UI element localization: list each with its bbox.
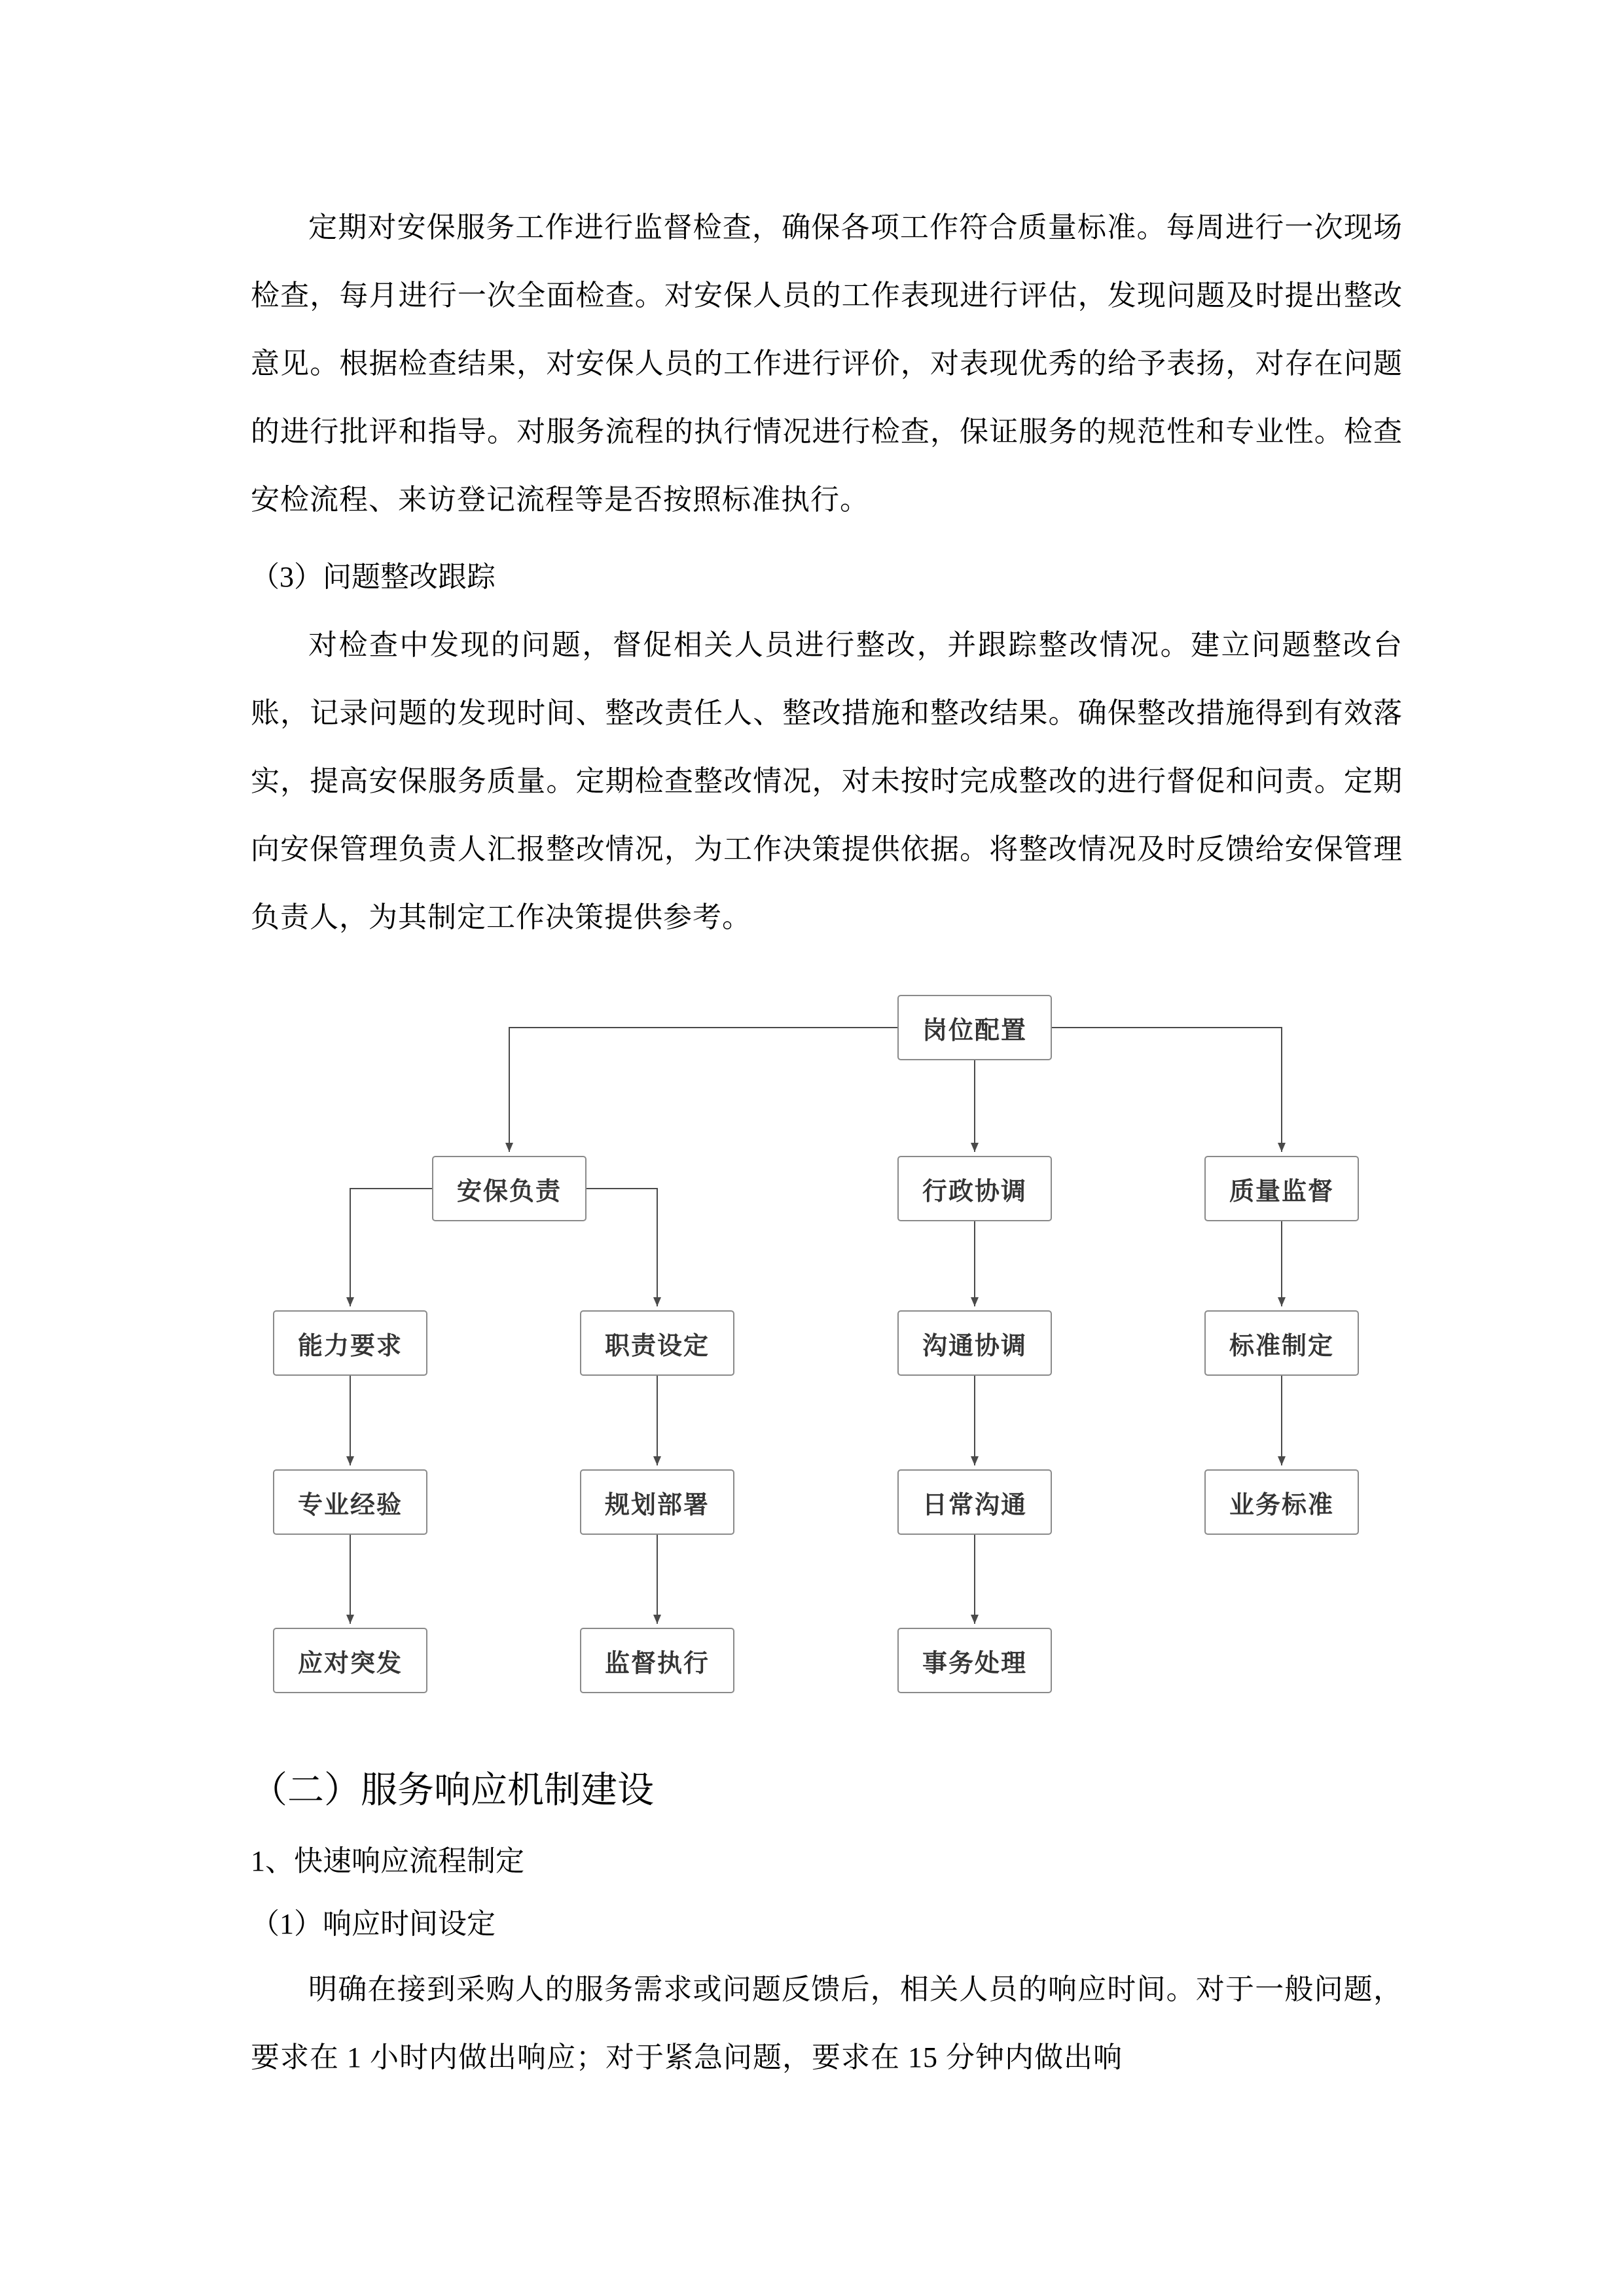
node-security-lead: 安保负责 [432, 1156, 586, 1221]
node-affairs-handling: 事务处理 [897, 1628, 1052, 1693]
org-chart-diagram [251, 975, 1403, 1715]
paragraph-rectification-tracking: 对检查中发现的问题，督促相关人员进行整改，并跟踪整改情况。建立问题整改台账，记录问题的发现时间、整改责任人、整改措施和整改结果。确保整改措施得到有效落实，提高安保服务质量。定期检查整改情况，对未按时完成整改的进行督促和问责。定期向安保管理负责人汇报整改情况，为工作决策提供依据。将整改情况及时反馈给安保管理负责人，为其制定工作决策提供参考。 [251, 629, 1403, 933]
paragraph-response-time: 明确在接到采购人的服务需求或问题反馈后，相关人员的响应时间。对于一般问题，要求在 1 小时内做出响应；对于紧急问题，要求在 15 分钟内做出响 [251, 1973, 1403, 2073]
node-professional-experience: 专业经验 [273, 1469, 427, 1535]
node-communication-coordination: 沟通协调 [897, 1310, 1052, 1376]
heading-sub-2: （1）响应时间设定 [251, 1908, 496, 1940]
node-duty-setting: 职责设定 [580, 1310, 734, 1376]
node-post-configuration: 岗位配置 [897, 995, 1052, 1060]
paragraph-supervision-check: 定期对安保服务工作进行监督检查，确保各项工作符合质量标准。每周进行一次现场检查，每月进行一次全面检查。对安保人员的工作表现进行评估，发现问题及时提出整改意见。根据检查结果，对安保人员的工作进行评价，对表现优秀的给予表扬，对存在问题的进行批评和指导。对服务流程的执行情况进行检查，保证服务的规范性和专业性。检查安检流程、来访登记流程等是否按照标准执行。 [251, 211, 1403, 516]
heading-item3: （3）问题整改跟踪 [251, 561, 496, 593]
node-emergency-response: 应对突发 [273, 1628, 427, 1693]
node-supervision-execution: 监督执行 [580, 1628, 734, 1693]
node-standard-formulation: 标准制定 [1204, 1310, 1359, 1376]
node-planning-deployment: 规划部署 [580, 1469, 734, 1535]
node-quality-supervision: 质量监督 [1204, 1156, 1359, 1221]
node-capability-requirements: 能力要求 [273, 1310, 427, 1376]
page-content [251, 0, 1403, 2092]
node-daily-communication: 日常沟通 [897, 1469, 1052, 1535]
heading-section-two: （二）服务响应机制建设 [251, 1770, 654, 1811]
node-business-standard: 业务标准 [1204, 1469, 1359, 1535]
node-admin-coordination: 行政协调 [897, 1156, 1052, 1221]
heading-sub-1: 1、快速响应流程制定 [251, 1845, 524, 1877]
